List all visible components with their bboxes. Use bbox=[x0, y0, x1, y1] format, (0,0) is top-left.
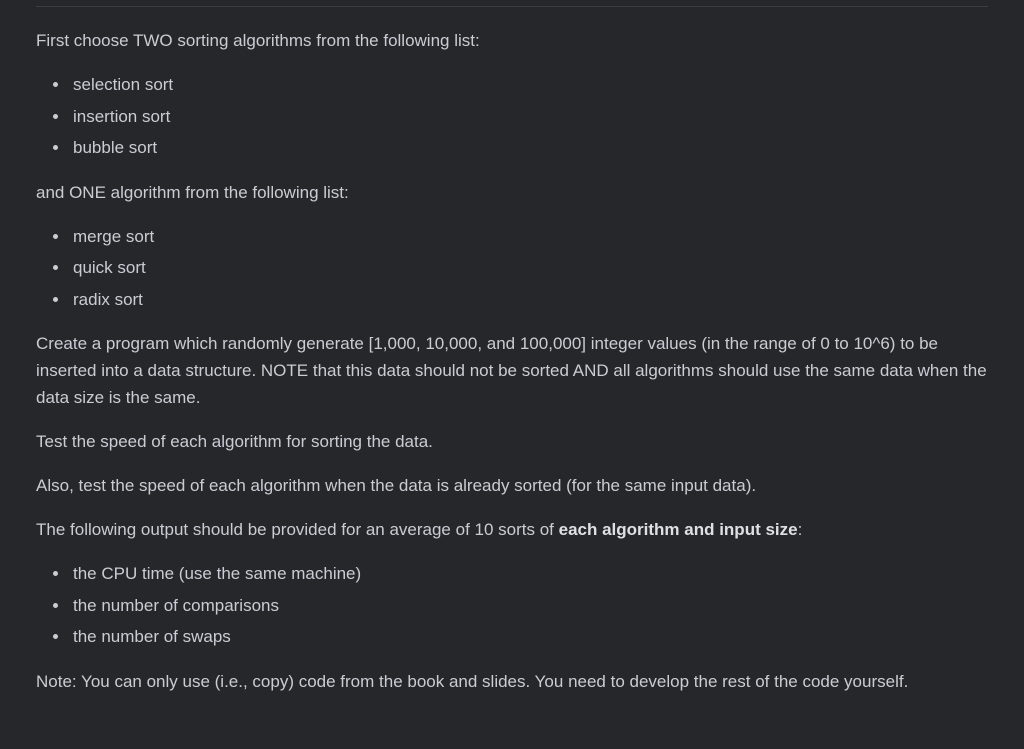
output-suffix: : bbox=[797, 520, 803, 539]
list-item-label: merge sort bbox=[73, 226, 155, 246]
bullet-icon bbox=[53, 265, 58, 270]
list-item-label: quick sort bbox=[73, 258, 146, 277]
divider bbox=[36, 6, 988, 7]
list-item-label: selection sort bbox=[73, 75, 174, 94]
output-paragraph bbox=[36, 516, 988, 543]
bullet-icon bbox=[53, 603, 58, 608]
advanced-sorts-list bbox=[36, 223, 988, 318]
list-item-label: radix sort bbox=[73, 289, 143, 309]
list-item bbox=[36, 134, 988, 166]
note-paragraph: Note: You can only use (i.e., copy) code from the book and slides. You need to develop the rest of the code yourself. bbox=[36, 671, 909, 691]
list-item-label: insertion sort bbox=[73, 106, 171, 126]
list-item-label: bubble sort bbox=[73, 138, 158, 157]
list-item bbox=[36, 71, 988, 103]
output-prefix: The following output should be provided for an average of 10 sorts of bbox=[36, 520, 559, 539]
list-item bbox=[36, 560, 988, 592]
bullet-icon bbox=[53, 114, 58, 119]
list-item bbox=[36, 103, 988, 135]
intro-paragraph: First choose TWO sorting algorithms from the following list: bbox=[36, 31, 480, 50]
bullet-icon bbox=[53, 297, 58, 302]
bullet-icon bbox=[53, 634, 58, 639]
list-item-label: the number of swaps bbox=[73, 627, 231, 646]
second-intro-paragraph: and ONE algorithm from the following list: bbox=[36, 182, 349, 202]
basic-sorts-list bbox=[36, 71, 988, 166]
bullet-icon bbox=[53, 145, 58, 150]
list-item bbox=[36, 592, 988, 624]
list-item bbox=[36, 286, 988, 318]
bullet-icon bbox=[53, 234, 58, 239]
bullet-icon bbox=[53, 571, 58, 576]
list-item bbox=[36, 254, 988, 286]
program-paragraph: Create a program which randomly generate [1,000, 10,000, and 100,000] integer values (in the range of 0 to 10^6) to be inserted into a data structure. NOTE that this data should not be sorted AND all algorithms should use the same data when the data size is the same. bbox=[36, 334, 987, 407]
list-item-label: the CPU time (use the same machine) bbox=[73, 564, 362, 583]
list-item-label: the number of comparisons bbox=[73, 595, 279, 615]
metrics-list bbox=[36, 560, 988, 655]
output-emphasis: each algorithm and input size bbox=[558, 520, 798, 539]
list-item bbox=[36, 623, 988, 655]
test-speed-paragraph: Test the speed of each algorithm for sorting the data. bbox=[36, 432, 433, 451]
bullet-icon bbox=[53, 82, 58, 87]
test-sorted-paragraph: Also, test the speed of each algorithm when the data is already sorted (for the same input data). bbox=[36, 476, 757, 495]
assignment-content bbox=[36, 27, 988, 695]
list-item bbox=[36, 223, 988, 255]
